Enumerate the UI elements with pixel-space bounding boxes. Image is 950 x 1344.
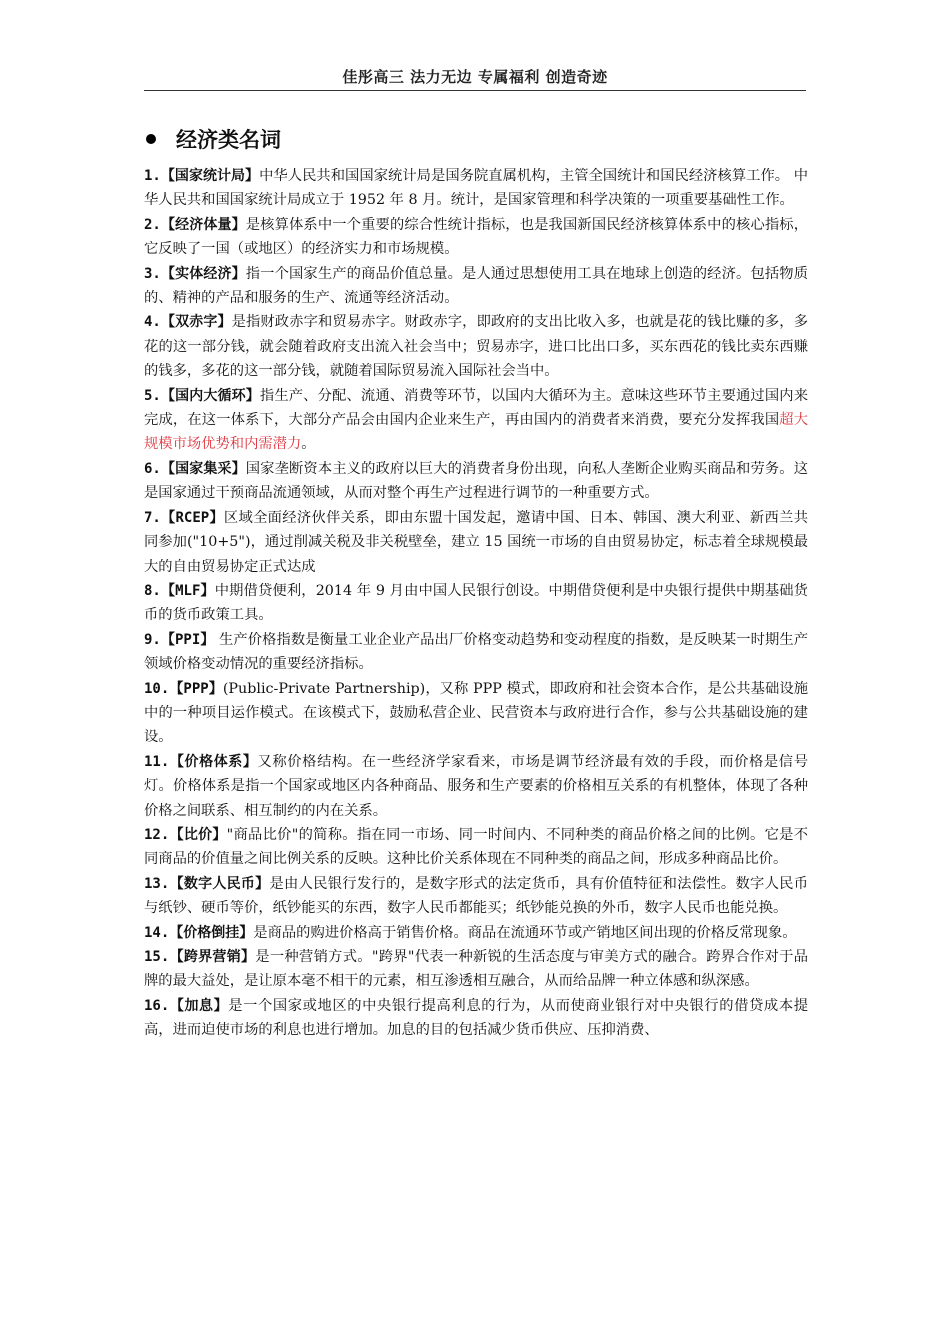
entry-text: 国家垄断资本主义的政府以巨大的消费者身份出现，向私人垄断企业购买商品和劳务。这是国家通过干预商品流通领域，从而对整个再生产过程进行调节的一种重要方式。 [144, 460, 809, 502]
entry-text: 指生产、分配、流通、消费等环节，以国内大循环为主。意味这些环节主要通过国内来完成，在这一体系下，大部分产品会由国内企业来生产，再由国内的消费者来消费，要充分发挥我国 [144, 387, 809, 429]
entry-4 [144, 310, 808, 383]
entry-text: 又称价格结构。在一些经济学家看来，市场是调节经济最有效的手段，而价格是信号灯。价格体系是指一个国家或地区内各种商品、服务和生产要素的价格相互关系的有机整体，体现了各种价格之间联系、相互制约的内在关系。 [144, 753, 808, 819]
entry-text: 中华人民共和国国家统计局是国务院直属机构，主管全国统计和国民经济核算工作。 中华人民共和国国家统计局成立于 1952 年 8 月。统计，是国家管理和科学决策的一项重要基础性工作。 [144, 168, 808, 209]
entry-term: 【经济体量】 [160, 216, 246, 233]
entry-term: 【价格倒挂】 [169, 924, 254, 941]
entry-text: 中期借贷便利，2014 年 9 月由中国人民银行创设。中期借贷便利是中央银行提供中期基础货币的货币政策工具。 [144, 582, 808, 624]
entry-12 [144, 823, 808, 872]
entry-number: 12. [144, 826, 170, 843]
entry-number: 16. [144, 997, 170, 1014]
page-header-title: 佳彤高三 法力无边 专属福利 创造奇迹 [342, 68, 608, 86]
entry-text: "商品比价"的简称。指在同一市场、同一时间内、不同种类的商品价格之间的比例。它是不同商品的价值量之间比例关系的反映。这种比价关系体现在不同种类的商品之间，形成多种商品比价。 [144, 826, 809, 868]
entry-text: 是一个国家或地区的中央银行提高利息的行为，从而使商业银行对中央银行的借贷成本提高，进而迫使市场的利息也进行增加。加息的目的包括减少货币供应、压抑消费、 [144, 997, 808, 1039]
entry-number: 15. [144, 949, 170, 965]
entry-text: 是核算体系中一个重要的综合性统计指标，也是我国新国民经济核算体系中的核心指标，它反映了一国（或地区）的经济实力和市场规模。 [144, 216, 809, 258]
entry-number: 8. [144, 582, 161, 599]
header-divider [144, 90, 806, 91]
entry-11 [144, 750, 808, 823]
entry-14 [144, 921, 808, 945]
entry-5 [144, 384, 808, 457]
entry-term: 【加息】 [169, 997, 229, 1014]
entry-text: 是指财政赤字和贸易赤字。财政赤字，即政府的支出比收入多，也就是花的钱比赚的多，多花的这一部分钱，就会随着政府支出流入社会当中；贸易赤字，进口比出口多，买东西花的钱比卖东西赚的钱多，多花的这一部分钱，就随着国际贸易流入国际社会当中。 [144, 314, 808, 380]
entry-9 [144, 628, 808, 677]
entry-16 [144, 994, 808, 1043]
entry-15 [144, 945, 808, 994]
entry-number: 13. [144, 875, 170, 892]
entry-text: (Public-Private Partnership)，又称 PPP 模式，即政府和社会资本合作，是公共基础设施中的一种项目运作模式。在该模式下，鼓励私营企业、民营资本与政府进行合作，参与公共基础设施的建设。 [144, 680, 808, 746]
entry-number: 9. [144, 631, 161, 648]
entry-term: 【RCEP】 [160, 509, 224, 526]
entry-text: 是由人民银行发行的，是数字形式的法定货币，具有价值特征和法偿性。数字人民币与纸钞、硬币等价，纸钞能买的东西，数字人民币都能买；纸钞能兑换的外币，数字人民币也能兑换。 [144, 875, 809, 917]
entry-13 [144, 872, 808, 921]
entry-number: 4. [144, 314, 161, 331]
entry-highlight: 超大规模市场优势和内需潜力 [144, 412, 809, 453]
entry-term: 【双赤字】 [160, 314, 232, 331]
entry-term: 【实体经济】 [160, 265, 246, 282]
entry-number: 6. [144, 460, 161, 477]
entry-term: 【国家集采】 [160, 460, 246, 477]
entry-1 [144, 164, 808, 213]
bullet-icon [146, 134, 156, 144]
entry-term: 【国家统计局】 [160, 168, 260, 184]
section-title: 经济类名词 [176, 127, 281, 152]
entry-text: 是商品的购进价格高于销售价格。商品在流通环节或产销地区间出现的价格反常现象。 [253, 924, 797, 941]
entry-term: 【跨界营销】 [169, 949, 256, 965]
entry-term: 【国内大循环】 [160, 387, 260, 404]
entry-term: 【价格体系】 [169, 753, 258, 770]
entry-number: 1. [144, 168, 161, 184]
entry-text: 区域全面经济伙伴关系，即由东盟十国发起，邀请中国、日本、韩国、澳大利亚、新西兰共同参加("10+5")，通过削减关税及非关税壁垒，建立 15 国统一市场的自由贸易协定，标志着全球规模最大的自由贸易协定正式达成 [144, 509, 809, 575]
entry-term: 【数字人民币】 [169, 875, 270, 892]
entry-number: 7. [144, 509, 161, 526]
section-heading [146, 124, 281, 154]
entry-text: 是一种营销方式。"跨界"代表一种新锐的生活态度与审美方式的融合。跨界合作对于品牌的最大益处，是让原本毫不相干的元素，相互渗透相互融合，从而给品牌一种立体感和纵深感。 [144, 949, 809, 990]
entry-8 [144, 579, 808, 628]
entry-number: 10. [144, 680, 170, 697]
entry-2 [144, 213, 808, 262]
entry-term: 【PPI】 [160, 631, 215, 648]
entry-number: 2. [144, 216, 161, 233]
entry-text: 生产价格指数是衡量工业企业产品出厂价格变动趋势和变动程度的指数，是反映某一时期生产领域价格变动情况的重要经济指标。 [144, 631, 808, 673]
entry-term: 【比价】 [169, 826, 227, 843]
entry-number: 5. [144, 387, 161, 404]
entry-text: 指一个国家生产的商品价值总量。是人通过思想使用工具在地球上创造的经济。包括物质的、精神的产品和服务的生产、流通等经济活动。 [144, 265, 809, 307]
entry-text-after: 。 [301, 436, 316, 453]
entry-number: 11. [144, 753, 170, 770]
entry-term: 【MLF】 [160, 582, 215, 599]
entry-3 [144, 262, 808, 311]
entry-10 [144, 677, 808, 750]
entry-number: 14. [144, 924, 170, 941]
entries-list [144, 164, 808, 1043]
entry-7 [144, 506, 808, 579]
entry-term: 【PPP】 [169, 680, 223, 697]
entry-6 [144, 457, 808, 506]
entry-number: 3. [144, 265, 161, 282]
